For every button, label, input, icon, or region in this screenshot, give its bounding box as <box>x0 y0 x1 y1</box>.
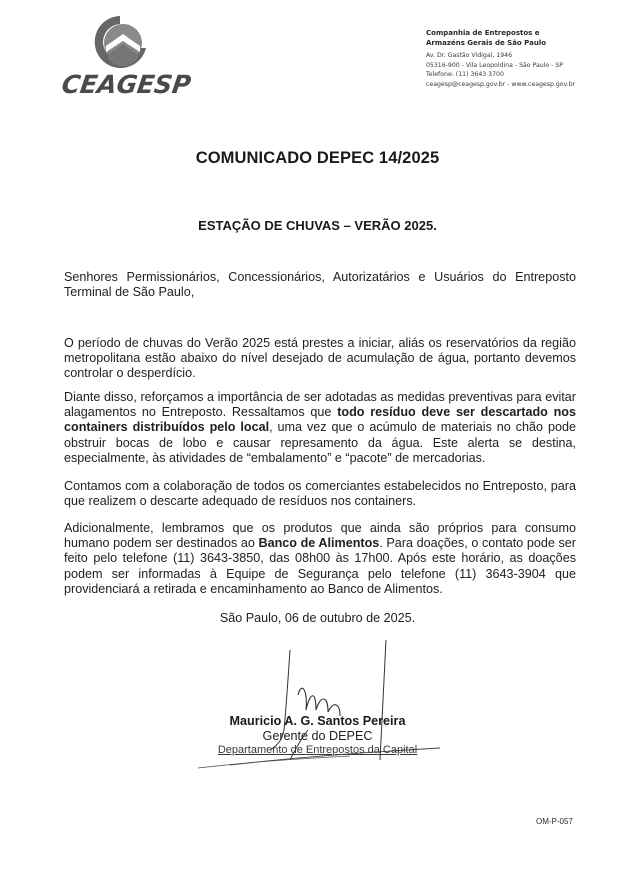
signer-role: Gerente do DEPEC <box>262 729 373 743</box>
paragraph-food-bank-emphasis: Banco de Alimentos <box>258 536 380 551</box>
paragraph-food-bank-text-a: Adicionalmente, lembramos que os produtos que ainda são próprios para consumo humano podem ser destinados ao <box>64 521 576 551</box>
company-name-line2: Armazéns Gerais de São Paulo <box>426 39 547 47</box>
paragraph-prevention-emphasis: todo resíduo deve ser descartado nos containers distribuídos pelo local <box>64 405 576 435</box>
form-code: OM-P-057 <box>536 817 573 826</box>
address-city: 05316-900 - Vila Leopoldina - São Paulo - SP <box>426 61 564 69</box>
document-title: COMUNICADO DEPEC 14/2025 <box>195 149 440 167</box>
salutation: Senhores Permissionários, Concessionários, Autorizatários e Usuários do Entreposto Terminal de São Paulo, <box>64 270 576 300</box>
date-line: São Paulo, 06 de outubro de 2025. <box>219 611 416 625</box>
signer-name: Mauricio A. G. Santos Pereira <box>229 714 406 728</box>
company-phone: Telefone: (11) 3643 3700 <box>426 71 504 78</box>
signer-department: Departamento de Entrepostos da Capital <box>217 744 418 756</box>
paragraph-prevention-text-a: Diante disso, reforçamos a importância de ser adotadas as medidas preventivas para evitar alagamentos no Entreposto. Ressaltamos que <box>64 390 576 420</box>
company-info <box>426 28 626 89</box>
logo-wordmark: CEAGESP <box>59 70 193 99</box>
paragraph-collaboration: Contamos com a colaboração de todos os comerciantes estabelecidos no Entreposto, para que realizem o descarte adequado de resíduos nos containers. <box>64 479 576 509</box>
address-street: Av. Dr. Gastão Vidigal, 1946 <box>426 52 513 59</box>
paragraph-prevention <box>64 390 576 466</box>
logo-emblem-icon <box>90 14 150 70</box>
company-name-line1: Companhia de Entrepostos e <box>426 29 540 37</box>
company-contact: ceagesp@ceagesp.gov.br - www.ceagesp.gov.br <box>426 80 576 88</box>
ceagesp-logo <box>59 14 193 99</box>
paragraph-rain-season: O período de chuvas do Verão 2025 está prestes a iniciar, aliás os reservatórios da região metropolitana estão abaixo do nível desejado de acumulação de água, portanto devemos controlar o desperdício. <box>64 336 576 381</box>
paragraph-food-bank <box>64 521 576 597</box>
paragraph-food-bank-text-b: . Para doações, o contato pode ser feito pelo telefone (11) 3643-3850, das 08h00 às 17h00. Após este horário, as doações podem ser informadas à Equipe de Segurança pelo telefone (11) 3643-3904 que providenciará a retirada e encaminhamento ao Banco de Alimentos. <box>64 536 576 596</box>
paragraph-prevention-text-b: , uma vez que o acúmulo de materiais no chão pode obstruir bocas de lobo e causar represamento da água. Este alerta se destina, especialmente, às atividades de “embalamento” e “pacote” de mercadorias. <box>64 420 576 465</box>
document-subtitle: ESTAÇÃO DE CHUVAS – VERÃO 2025. <box>198 218 437 233</box>
